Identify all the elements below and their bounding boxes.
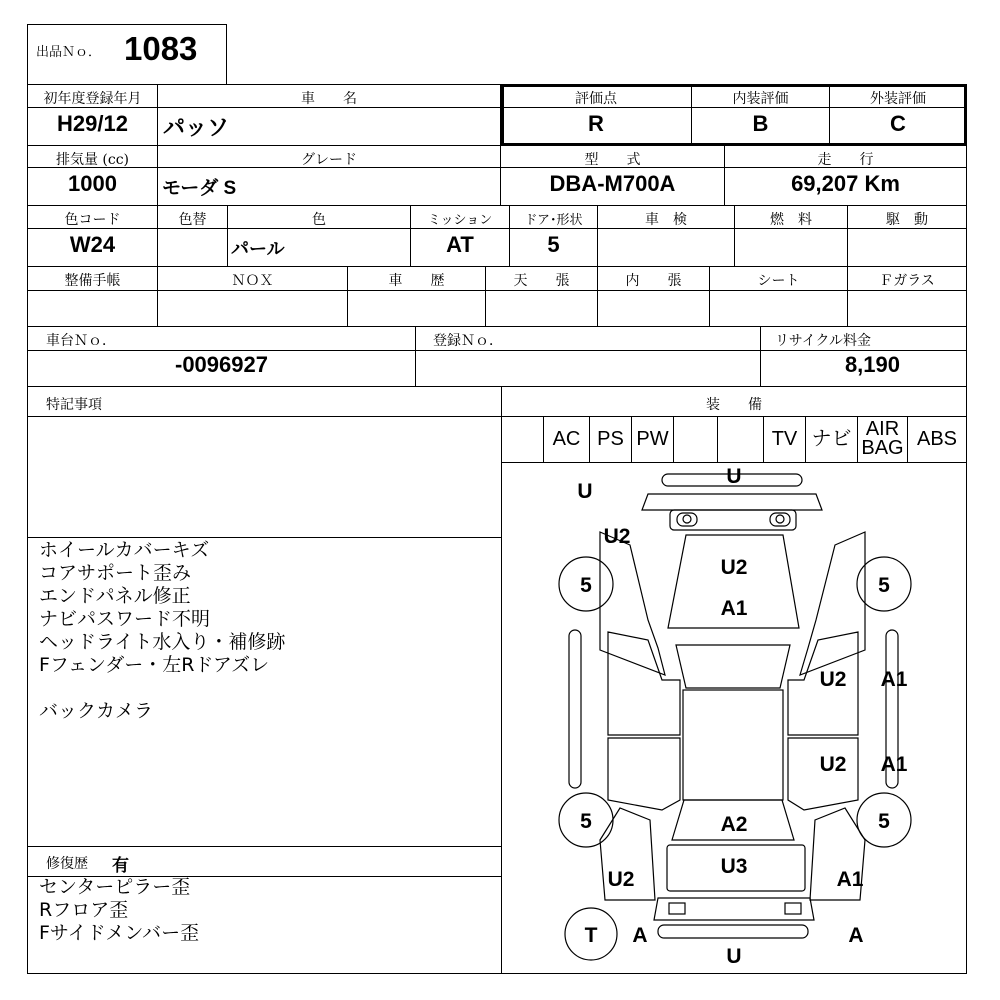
exterior-grade: C [890,111,906,136]
equipment-item [718,416,763,462]
color-label: 色 [312,212,326,228]
equipment-tv: TV [771,427,798,450]
recycle-label: リサイクル料金 [775,333,872,349]
auction-score: R [588,111,604,136]
repair-line: センターピラー歪 [39,876,191,898]
hood-mark-2: A1 [720,597,748,620]
mission-label: ミッション [427,213,493,228]
remark-line: Fフェンダー・左Rドアズレ [39,654,270,676]
repair-line: Fサイドメンバー歪 [39,922,200,944]
front-left-corner-mark: U [577,480,593,503]
remark-line: コアサポート歪み [39,562,192,584]
equipment-item [674,416,717,462]
remark-line: ヘッドライト水入り・補修跡 [39,631,286,653]
displacement: 1000 [68,171,117,196]
seat-label: シート [757,273,800,289]
left-front-wheel-mark: 5 [580,574,592,597]
left-rear-corner-mark: A [632,924,648,947]
color-change-label: 色替 [178,212,207,228]
transmission: AT [446,232,474,257]
equipment-item [502,416,543,462]
lot-label: 出品Ｎｏ． [36,45,102,60]
first-registration: H29/12 [57,111,128,136]
rear-glass-mark: U3 [720,855,748,878]
model-code: DBA-M700A [549,171,676,196]
mileage-label: 走 行 [817,152,874,168]
hood-mark-1: U2 [720,556,748,579]
nox-label: ＮＯＸ [231,273,274,289]
equipment-label: 装 備 [706,397,762,413]
displacement-label: 排気量 (cc) [55,152,130,168]
lot-number: 1083 [124,30,198,67]
color-code-label: 色コード [64,212,121,228]
door-label: ドア･形状 [524,213,583,228]
chassis-number: -0096927 [175,352,268,377]
equipment-ac: AC [552,427,581,450]
remarks-label: 特記事項 [46,397,102,413]
maintenance-label: 整備手帳 [64,273,121,289]
car-name: パッソ [163,115,230,140]
exterior-label: 外装評価 [870,91,926,107]
equipment-ps: PS [597,427,624,450]
right-rear-door-mark-2: A1 [880,753,908,776]
interior-trim-label: 内 張 [625,273,682,289]
right-rear-door-mark-1: U2 [819,753,847,776]
body-color: パール [231,239,285,259]
equipment-airbag: AIR BAG [861,418,904,459]
mileage: 69,207 Km [791,171,900,196]
right-rear-quarter-mark: A1 [836,868,864,891]
grade: モーダ S [162,178,237,199]
score-label: 評価点 [575,91,617,107]
right-front-door-mark-2: A1 [880,668,908,691]
roof-rear-mark: A2 [720,813,748,836]
interior-label: 内装評価 [732,91,789,107]
door-count: 5 [547,232,560,257]
grade-label: グレード [301,152,357,168]
spare-tire-mark: T [584,924,598,947]
drive-label: 駆 動 [886,212,928,228]
color-code: W24 [69,232,116,257]
recycle-fee: 8,190 [844,352,900,377]
roof-label: 天 張 [513,273,570,289]
inspection-label: 車 検 [645,212,687,228]
name-label: 車 名 [301,91,357,107]
equipment-pw: PW [636,427,669,450]
year-label: 初年度登録年月 [43,91,142,107]
remark-line: ホイールカバーキズ [39,539,210,561]
right-rear-corner-mark: A [848,924,864,947]
history-label: 車 歴 [388,273,445,289]
fuel-label: 燃 料 [770,212,812,228]
interior-grade: B [752,111,769,136]
chassis-label: 車台Ｎｏ． [46,333,116,349]
equipment-abs: ABS [916,427,958,450]
rear-bumper-mark: U [726,945,742,968]
model-label: 型 式 [584,152,641,168]
right-rear-wheel-mark: 5 [878,810,890,833]
right-front-door-mark-1: U2 [819,668,847,691]
hood-left-mark: U2 [603,525,631,548]
right-front-wheel-mark: 5 [878,574,890,597]
left-rear-wheel-mark: 5 [580,810,592,833]
repair-line: Rフロア歪 [39,899,129,921]
remark-line: エンドパネル修正 [39,585,191,607]
equipment-navi: ナビ [811,427,852,450]
glass-label: Ｆガラス [879,273,935,289]
left-rear-quarter-mark: U2 [607,868,635,891]
registration-label: 登録Ｎｏ． [433,333,503,349]
front-bumper-mark: U [726,465,742,488]
remark-line: ナビパスワード不明 [39,608,211,630]
repair-history-value: 有 [112,856,129,875]
repair-label: 修復歴 [46,856,88,872]
remark-line: バックカメラ [39,700,154,722]
